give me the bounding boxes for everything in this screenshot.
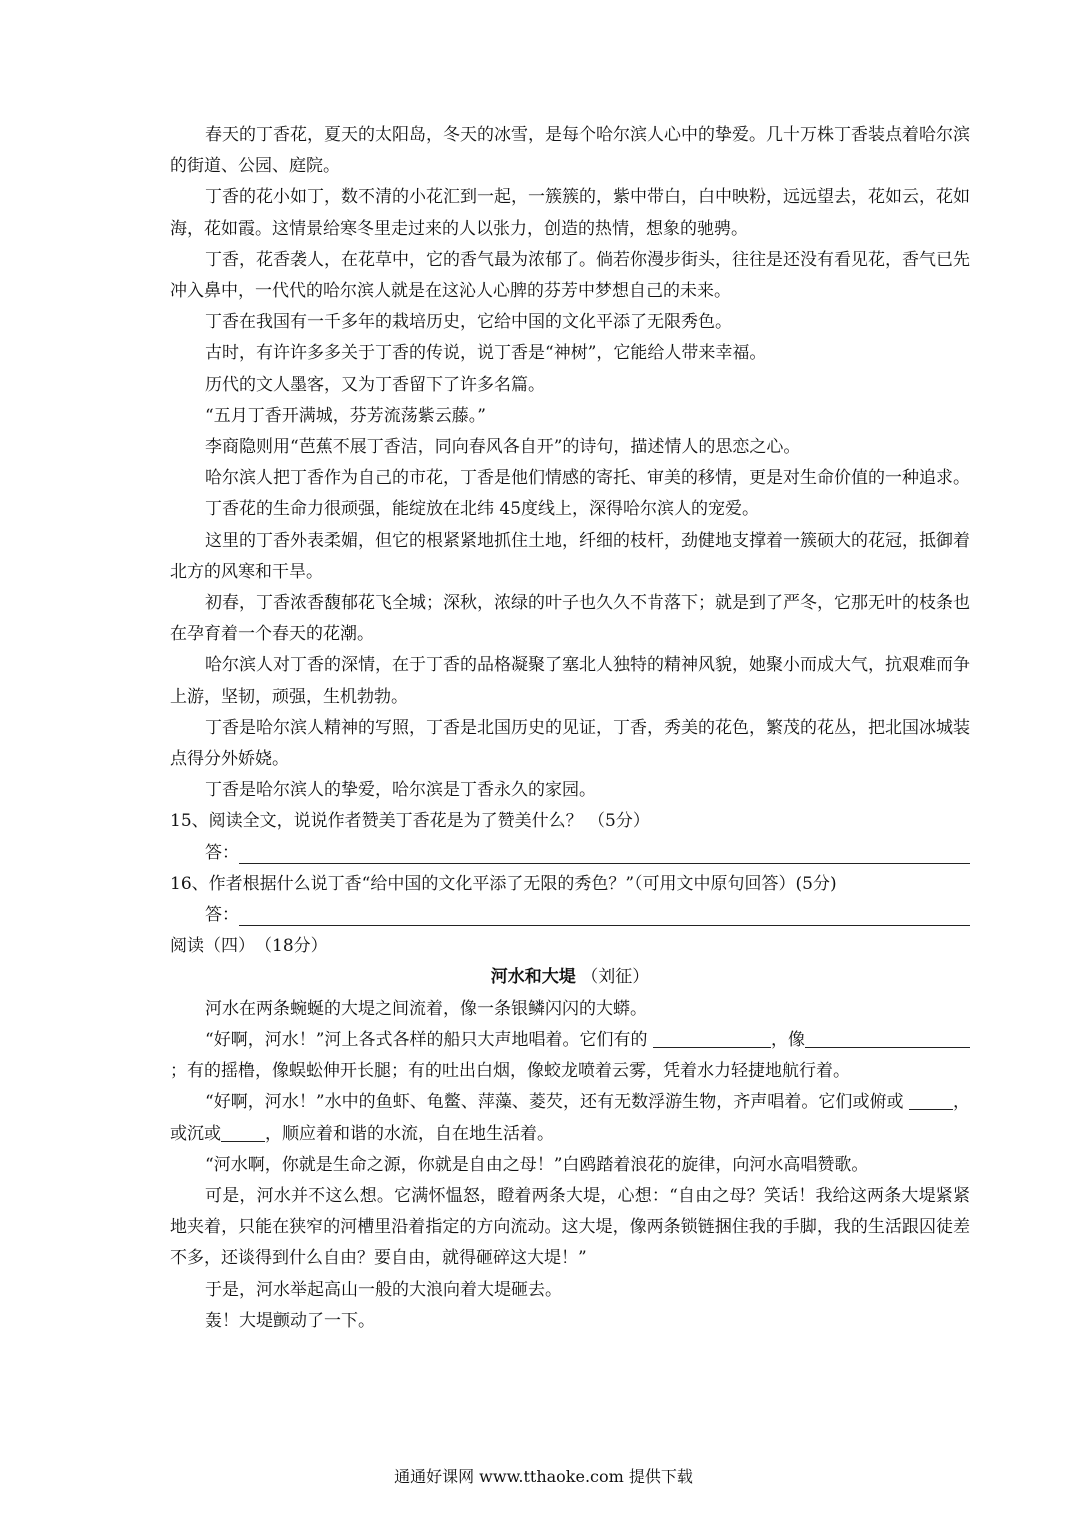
story-author: （刘征） bbox=[581, 967, 650, 988]
question-text: 15、阅读全文，说说作者赞美丁香花是为了赞美什么？ （5分） bbox=[170, 811, 650, 832]
story-title-row bbox=[170, 962, 970, 993]
story-paragraph-with-blanks bbox=[170, 1087, 970, 1149]
story-text: ；有的摇橹，像蜈蚣伸开长腿；有的吐出白烟，像蛟龙喷着云雾，凭着水力轻捷地航行着。 bbox=[170, 1061, 850, 1082]
article-paragraph: 历代的文人墨客，又为丁香留下了许多名篇。 bbox=[205, 374, 545, 395]
article-paragraph: 哈尔滨人对丁香的深情，在于丁香的品格凝聚了塞北人独特的精神风貌，她聚小而成大气，抗艰难而争上游，坚韧，顽强，生机勃勃。 bbox=[170, 655, 970, 707]
article-paragraph: 春天的丁香花，夏天的太阳岛，冬天的冰雪，是每个哈尔滨人心中的挚爱。几十万株丁香装点着哈尔滨的街道、公园、庭院。 bbox=[170, 125, 970, 177]
article-paragraph: 丁香是哈尔滨人的挚爱，哈尔滨是丁香永久的家园。 bbox=[205, 780, 596, 801]
page-footer: 通通好课网 www.tthaoke.com 提供下载 bbox=[394, 1467, 693, 1486]
story-text: ，像 bbox=[770, 1029, 806, 1050]
story-text: ，或沉或 bbox=[170, 1092, 970, 1144]
story-paragraph: 河水在两条蜿蜒的大堤之间流着，像一条银鳞闪闪的大蟒。 bbox=[205, 998, 647, 1019]
answer-label: 答： bbox=[205, 905, 239, 926]
question-15 bbox=[170, 806, 970, 837]
article-paragraph: 李商隐则用“芭蕉不展丁香洁，同向春风各自开”的诗句，描述情人的思恋之心。 bbox=[205, 437, 801, 458]
fill-blank[interactable] bbox=[653, 1029, 771, 1048]
story-text: “好啊，河水！”水中的鱼虾、龟鳖、萍藻、菱芡，还有无数浮游生物，齐声唱着。它们或俯或 bbox=[205, 1092, 904, 1113]
story-paragraph: “河水啊，你就是生命之源，你就是自由之母！”白鸥踏着浪花的旋律，向河水高唱赞歌。 bbox=[205, 1154, 869, 1175]
document-body bbox=[170, 120, 970, 1337]
story-paragraph-with-blanks bbox=[170, 1025, 970, 1087]
fill-blank[interactable] bbox=[805, 1029, 970, 1048]
story-text: “好啊，河水！”河上各式各样的船只大声地唱着。它们有的 bbox=[205, 1029, 648, 1050]
answer-line[interactable] bbox=[239, 843, 970, 864]
section-heading: 阅读（四） （18分） bbox=[170, 936, 328, 957]
answer-line[interactable] bbox=[239, 905, 970, 926]
article-paragraph: 丁香是哈尔滨人精神的写照，丁香是北国历史的见证，丁香，秀美的花色，繁茂的花丛，把北国冰城装点得分外娇娆。 bbox=[170, 717, 970, 770]
article-poem-quote: “五月丁香开满城，芬芳流荡紫云藤。” bbox=[205, 405, 486, 426]
answer-label: 答： bbox=[205, 842, 239, 863]
fill-blank[interactable] bbox=[221, 1123, 265, 1142]
story-paragraph: 轰！大堤颤动了一下。 bbox=[205, 1310, 375, 1331]
question-16 bbox=[170, 869, 970, 900]
article-paragraph: 古时，有许许多多关于丁香的传说，说丁香是“神树”，它能给人带来幸福。 bbox=[205, 343, 767, 364]
article-paragraph: 初春，丁香浓香馥郁花飞全城；深秋，浓绿的叶子也久久不肯落下；就是到了严冬，它那无叶的枝条也在孕育着一个春天的花潮。 bbox=[170, 593, 970, 645]
story-paragraph: 可是，河水并不这么想。它满怀愠怒，瞪着两条大堤，心想：“自由之母？笑话！我给这两条大堤紧紧地夹着，只能在狭窄的河槽里沿着指定的方向流动。这大堤，像两条锁链捆住我的手脚，我的生活跟囚徒差不多，还谈得到什么自由？要自由，就得砸碎这大堤！” bbox=[170, 1185, 970, 1269]
article-paragraph: 丁香在我国有一千多年的栽培历史，它给中国的文化平添了无限秀色。 bbox=[205, 312, 732, 333]
article-paragraph: 丁香花的生命力很顽强，能绽放在北纬 45度线上，深得哈尔滨人的宠爱。 bbox=[205, 499, 760, 520]
fill-blank[interactable] bbox=[909, 1091, 953, 1110]
answer-area-16[interactable] bbox=[170, 900, 970, 931]
story-text: ，顺应着和谐的水流，自在地生活着。 bbox=[265, 1123, 554, 1144]
story-title: 河水和大堤 bbox=[490, 967, 576, 988]
answer-area-15[interactable] bbox=[170, 838, 970, 869]
article-paragraph: 丁香的花小如丁，数不清的小花汇到一起，一簇簇的，紫中带白，白中映粉，远远望去，花如云，花如海，花如霞。这情景给寒冬里走过来的人以张力，创造的热情，想象的驰骋。 bbox=[170, 187, 970, 239]
article-paragraph: 丁香，花香袭人，在花草中，它的香气最为浓郁了。倘若你漫步街头，往往是还没有看见花，香气已先冲入鼻中，一代代的哈尔滨人就是在这沁人心脾的芬芳中梦想自己的未来。 bbox=[170, 249, 970, 302]
story-paragraph: 于是，河水举起高山一般的大浪向着大堤砸去。 bbox=[205, 1279, 562, 1300]
article-paragraph: 哈尔滨人把丁香作为自己的市花，丁香是他们情感的寄托、审美的移情，更是对生命价值的一种追求。 bbox=[205, 468, 970, 489]
article-paragraph: 这里的丁香外表柔媚，但它的根紧紧地抓住土地，纤细的枝杆，劲健地支撑着一簇硕大的花冠，抵御着北方的风寒和干旱。 bbox=[170, 530, 970, 582]
question-text: 16、作者根据什么说丁香“给中国的文化平添了无限的秀色？”（可用文中原句回答）(5分) bbox=[170, 873, 837, 894]
